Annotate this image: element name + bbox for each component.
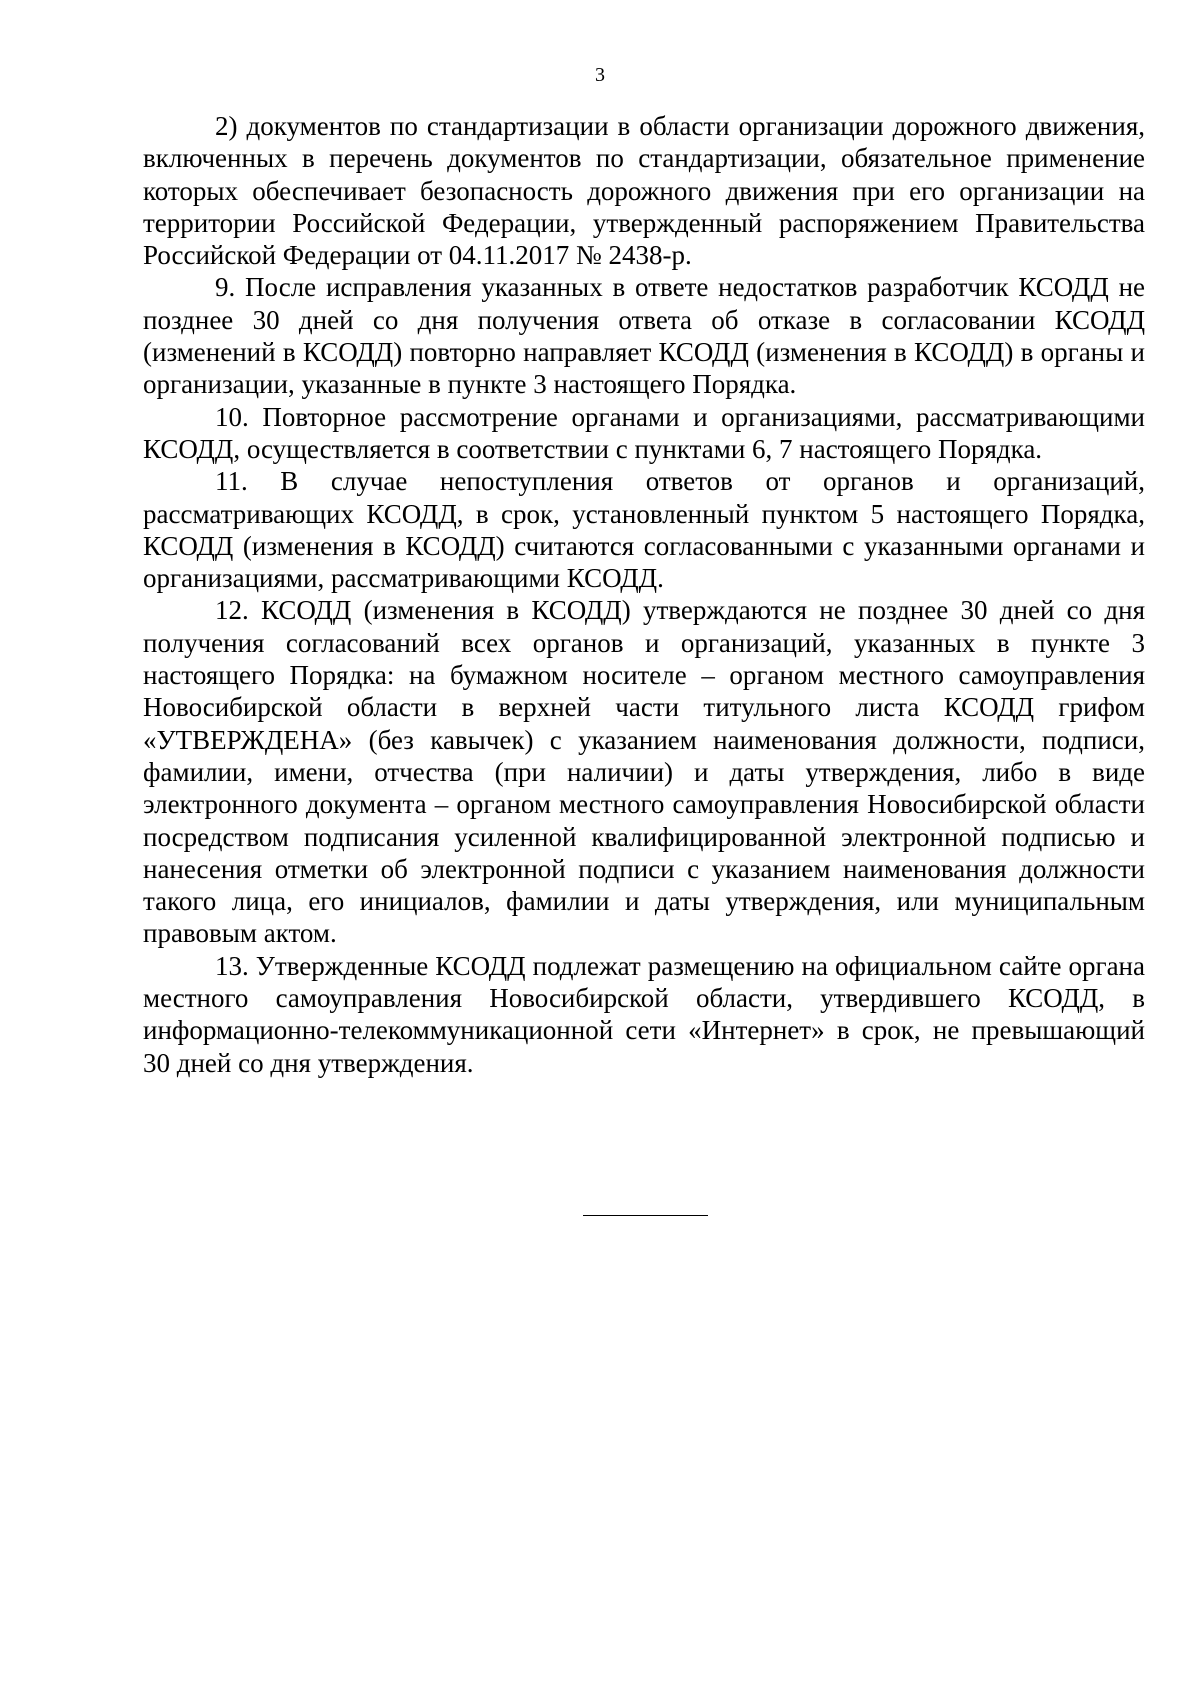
paragraph-10: 10. Повторное рассмотрение органами и организациями, рассматривающими КСОДД, осуществляется в соответствии с пунктами 6, 7 настоящего Порядка. <box>143 401 1145 464</box>
paragraph-11: 11. В случае непоступления ответов от органов и организаций, рассматривающих КСОДД, в срок, установленный пунктом 5 настоящего Порядка, КСОДД (изменения в КСОДД) считаются согласованными с указанными органами и организациями, рассматривающими КСОДД. <box>143 466 1145 594</box>
paragraph-12: 12. КСОДД (изменения в КСОДД) утверждаются не позднее 30 дней со дня получения согласований всех органов и организаций, указанных в пункте 3 настоящего Порядка: на бумажном носителе – органом местного самоуправления Новосибирской области в верхней части титульного листа КСОДД грифом «УТВЕРЖДЕНА» (без кавычек) с указанием наименования должности, подписи, фамилии, имени, отчества (при наличии) и даты утверждения, либо в виде электронного документа – органом местного самоуправления Новосибирской области посредством подписания усиленной квалифицированной электронной подписью и нанесения отметки об электронной подписи с указанием наименования должности такого лица, его инициалов, фамилии и даты утверждения, или муниципальным правовым актом. <box>143 595 1145 949</box>
paragraph-13: 13. Утвержденные КСОДД подлежат размещению на официальном сайте органа местного самоуправления Новосибирской области, утвердившего КСОДД, в информационно-телекоммуникационной сети «Интернет» в срок, не превышающий 30 дней со дня утверждения. <box>143 950 1145 1078</box>
paragraph-item-2-standards: 2) документов по стандартизации в области организации дорожного движения, включенных в перечень документов по стандартизации, обязательное применение которых обеспечивает безопасность дорожного движения при его организации на территории Российской Федерации, утвержденный распоряжением Правительства Российской Федерации от 04.11.2017 № 2438-р. <box>143 111 1145 271</box>
page-number: 3 <box>595 64 605 86</box>
document-body <box>143 110 1145 1079</box>
paragraph-9: 9. После исправления указанных в ответе недостатков разработчик КСОДД не позднее 30 дней со дня получения ответа об отказе в согласовании КСОДД (изменений в КСОДД) повторно направляет КСОДД (изменения в КСОДД) в органы и организации, указанные в пункте 3 настоящего Порядка. <box>143 272 1145 400</box>
end-of-document-line <box>583 1215 708 1216</box>
